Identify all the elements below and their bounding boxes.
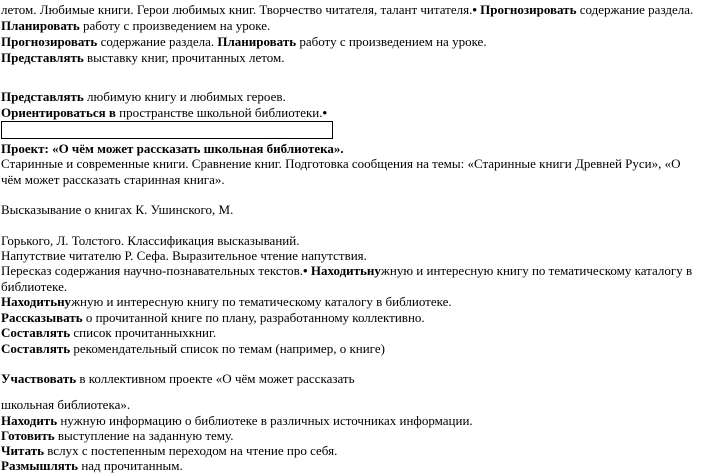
text-run: любимую книгу и любимых героев. — [83, 89, 286, 104]
bold-term: Прогнозировать — [1, 34, 98, 49]
bold-term: Планировать — [1, 18, 80, 33]
text-line — [1, 248, 367, 264]
text-run: Пересказ содержания научно-познавательных текстов. — [1, 263, 304, 278]
text-run: в коллективном проекте «О чём может рассказать — [76, 371, 355, 386]
text-run: школьная библиотека». — [1, 397, 131, 412]
text-run: Старинные и современные книги. Сравнение книг. Подготовка сообщения на темы: «Старинные книги Древней Руси», «О чём может рассказать старинная книга». — [1, 156, 681, 187]
text-line — [1, 50, 285, 66]
bold-term: Ориентироваться в — [1, 105, 116, 120]
bold-term: Представлять — [1, 50, 84, 65]
bold-term: Размышлять — [1, 458, 79, 473]
text-run: выступление на заданную тему. — [54, 428, 234, 443]
text-line — [1, 294, 452, 310]
bullet-icon: • — [472, 2, 477, 17]
bold-term: Читать — [1, 443, 44, 458]
text-line — [1, 233, 299, 249]
text-paragraph — [1, 156, 701, 187]
text-run: работу с произведением на уроке. — [79, 18, 271, 33]
text-line — [1, 18, 270, 34]
text-run: Напутствие читателю Р. Сефа. Выразительное чтение напутствия. — [1, 248, 367, 263]
bold-term: Прогнозировать — [480, 2, 577, 17]
text-run: вслух с постепенным переходом на чтение про себя. — [44, 443, 338, 458]
text-run: выставку книг, прочитанных летом. — [83, 50, 285, 65]
text-line — [1, 397, 130, 413]
bullet-icon: • — [303, 263, 308, 278]
project-heading: Проект: «О чём может рассказать школьная библиотека». — [1, 141, 344, 156]
text-run: о прочитанной книге по плану, разработанному коллективно. — [82, 310, 425, 325]
bold-term: Составлять — [1, 341, 71, 356]
text-line — [1, 413, 473, 429]
text-line — [1, 202, 233, 218]
text-line — [1, 371, 355, 387]
bold-term: Составлять — [1, 325, 71, 340]
text-run: содержание раздела. — [576, 2, 694, 17]
text-paragraph — [1, 263, 701, 294]
text-line — [1, 428, 233, 444]
bold-term: Находить — [1, 413, 58, 428]
text-line — [1, 310, 425, 326]
text-run: работу с произведением на уроке. — [296, 34, 487, 49]
text-run: Высказывание о книгах К. Ушинского, М. — [1, 202, 234, 217]
text-run: пространстве школьной библиотеки. — [115, 105, 323, 120]
text-line — [1, 341, 385, 357]
bold-term: Находитьну — [1, 294, 72, 309]
bold-term: Готовить — [1, 428, 55, 443]
text-run: содержание раздела. — [97, 34, 218, 49]
text-run: летом. Любимые книги. Герои любимых книг. Творчество читателя, талант читателя. — [1, 2, 473, 17]
text-run: Горького, Л. Толстого. Классификация высказываний. — [1, 233, 300, 248]
bold-term: Планировать — [217, 34, 297, 49]
text-run: нужную информацию о библиотеке в различных источниках информации. — [57, 413, 473, 428]
text-line — [1, 458, 183, 474]
text-run: жную и интересную книгу по тематическому каталогу в библиотеке. — [1, 263, 693, 294]
bullet-icon: • — [322, 105, 328, 120]
text-run: над прочитанным. — [78, 458, 183, 473]
bold-term: Рассказывать — [1, 310, 83, 325]
text-line — [1, 34, 487, 50]
empty-table-cell — [1, 121, 333, 139]
bold-term: Представлять — [1, 89, 84, 104]
text-run: рекомендательный список по темам (например, о книге) — [70, 341, 385, 356]
text-run: жную и интересную книгу по тематическому каталогу в библиотеке. — [71, 294, 452, 309]
bold-term: Находитьну — [307, 263, 381, 278]
text-line — [1, 105, 327, 121]
text-line — [1, 89, 286, 105]
bold-term: Участвовать — [1, 371, 77, 386]
text-line — [1, 443, 337, 459]
text-run: список прочитанныхкниг. — [70, 325, 217, 340]
text-line — [1, 325, 216, 341]
text-line — [1, 141, 344, 157]
text-line — [1, 2, 693, 18]
